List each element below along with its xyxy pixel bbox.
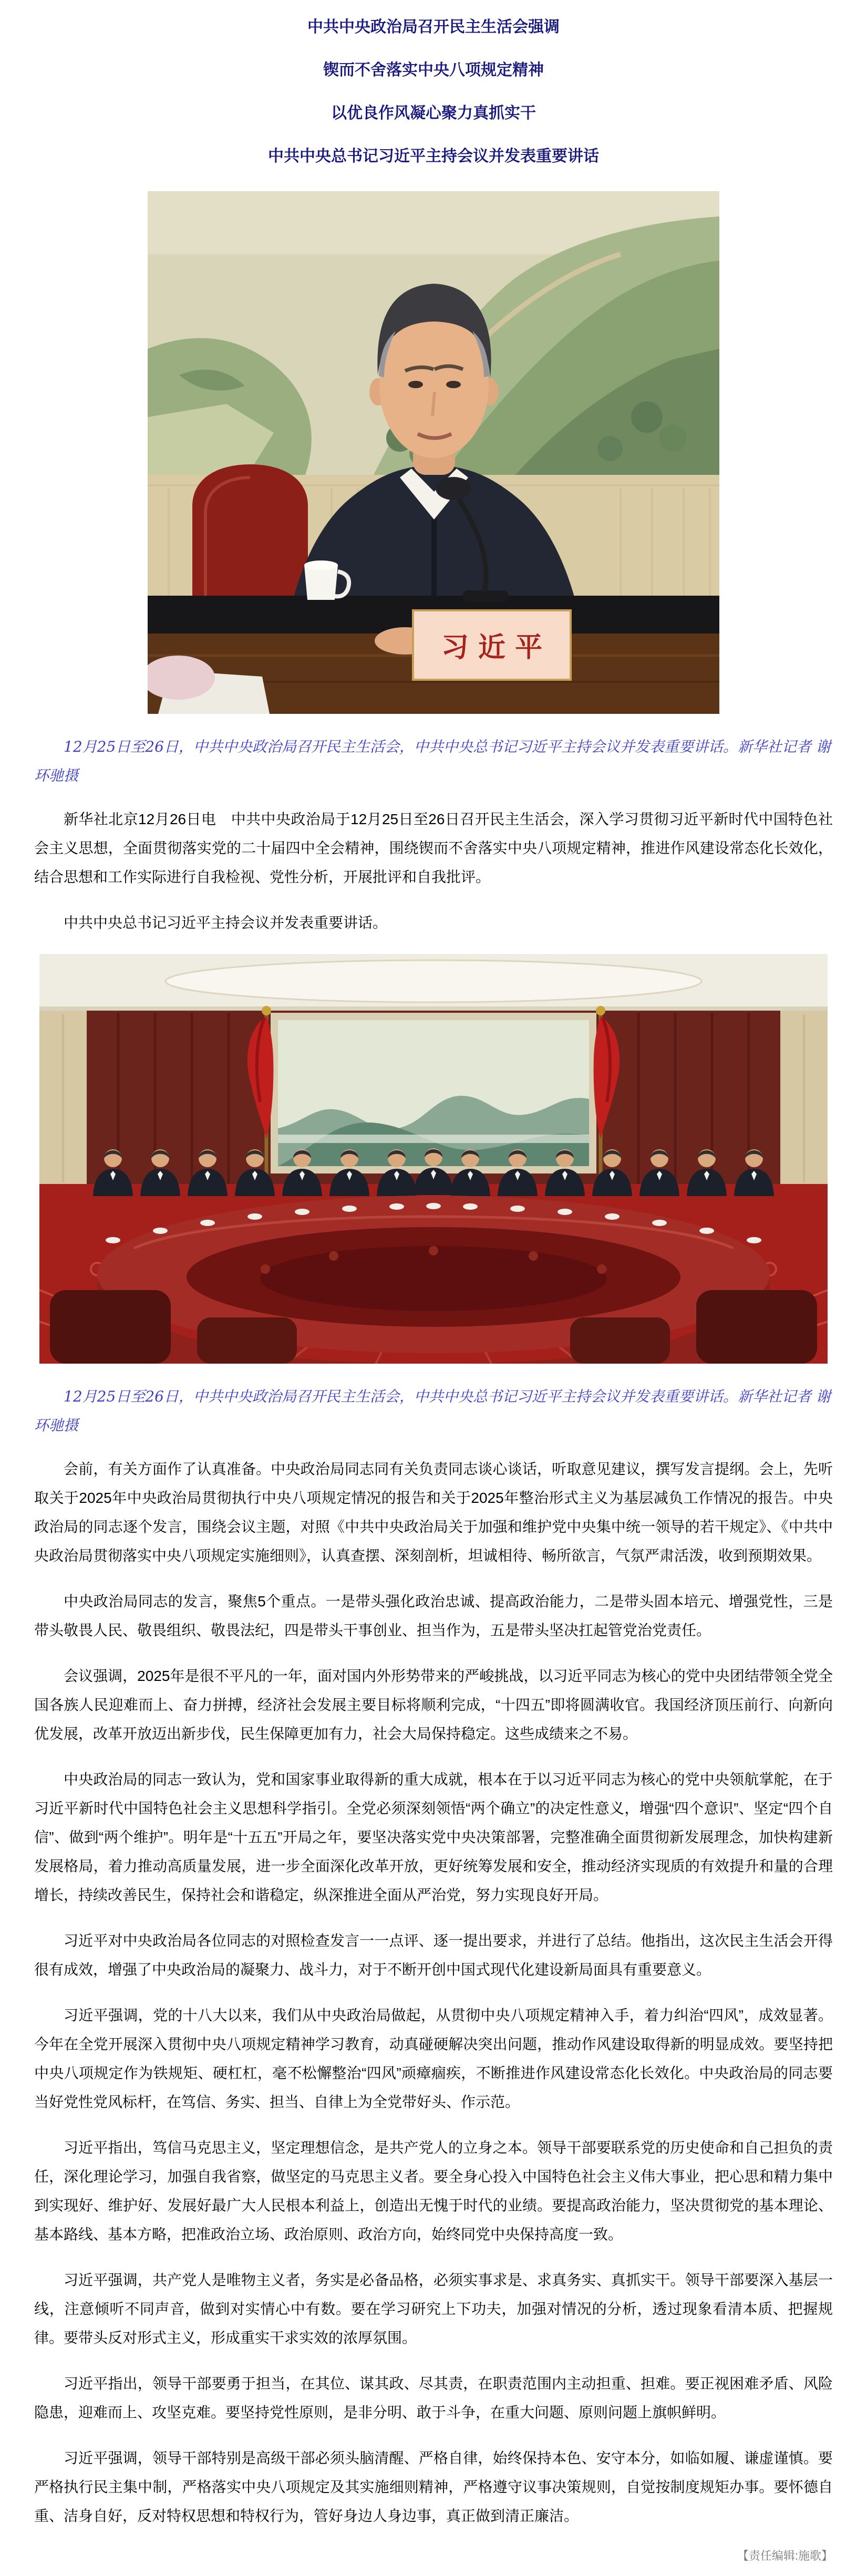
headline-line-1: 中共中央政治局召开民主生活会强调 bbox=[307, 18, 560, 36]
nameplate bbox=[413, 610, 571, 680]
headline-line-4: 中共中央总书记习近平主持会议并发表重要讲话 bbox=[268, 148, 599, 165]
photo-xi-speaking bbox=[0, 191, 867, 714]
headline-line-3: 以优良作风凝心聚力真抓实干 bbox=[331, 105, 536, 122]
body-paragraph-8: 习近平强调，党的十八大以来，我们从中央政治局做起，从贯彻中央八项规定精神入手，着力纠治“四风”，成效显著。今年在全党开展深入贯彻中央八项规定精神学习教育，动真碰硬解决突出问题，推动作风建设取得新的明显成效。要坚持把中央八项规定作为铁规矩、硬杠杠，毫不松懈整治“四风”顽瘴痼疾，不断推进作风建设常态化长效化。中央政治局的同志要当好党性党风标杆，在笃信、务实、担当、自律上为全党带好头、作示范。 bbox=[34, 2007, 833, 2110]
headline-line-2: 锲而不舍落实中央八项规定精神 bbox=[323, 61, 544, 79]
nameplate-text: 习 近 平 bbox=[441, 631, 543, 663]
body-paragraph-4: 中央政治局同志的发言，聚焦5个重点。一是带头强化政治忠诚、提高政治能力，二是带头固本培元、增强党性，三是带头敬畏人民、敬畏组织、敬畏法纪，四是带头干事创业、担当作为，五是带头坚决扛起管党治党责任。 bbox=[34, 1593, 833, 1638]
body-paragraph-12: 习近平强调，领导干部特别是高级干部必须头脑清醒、严格自律，始终保持本色、安守本分，如临如履、谦虚谨慎。要严格执行民主集中制，严格落实中央八项规定及其实施细则精神，严格遵守议事决策规则，自觉按制度规矩办事。要怀德自重、洁身自好，反对特权思想和特权行为，管好身边人身边事，真正做到清正廉洁。 bbox=[34, 2450, 833, 2524]
photo2-caption: 12月25日至26日，中共中央政治局召开民主生活会，中共中央总书记习近平主持会议并发表重要讲话。新华社记者 谢环驰摄 bbox=[34, 1388, 831, 1434]
photo1-caption: 12月25日至26日，中共中央政治局召开民主生活会，中共中央总书记习近平主持会议并发表重要讲话。新华社记者 谢环驰摄 bbox=[34, 738, 831, 784]
body-paragraph-1: 新华社北京12月26日电 中共中央政治局于12月25日至26日召开民主生活会，深入学习贯彻习近平新时代中国特色社会主义思想，全面贯彻落实党的二十届四中全会精神，围绕锲而不舍落实中央八项规定精神，推进作风建设常态化长效化，结合思想和工作实际进行自我检视、党性分析，开展批评和自我批评。 bbox=[34, 811, 833, 885]
editor-credit: 【责任编辑:施歌】 bbox=[737, 2549, 833, 2562]
body-paragraph-6: 中央政治局的同志一致认为，党和国家事业取得新的重大成就，根本在于以习近平同志为核心的党中央领航掌舵，在于习近平新时代中国特色社会主义思想科学指引。全党必须深刻领悟“两个确立”的决定性意义，增强“四个意识”、坚定“四个自信”、做到“两个维护”。明年是“十五五”开局之年，要坚决落实党中央决策部署，完整准确全面贯彻新发展理念，加快构建新发展格局，着力推动高质量发展，进一步全面深化改革开放，更好统筹发展和安全，推动经济实现质的有效提升和量的合理增长，持续改善民生，保持社会和谐稳定，纵深推进全面从严治党，努力实现良好开局。 bbox=[34, 1771, 833, 1903]
body-paragraph-11: 习近平指出，领导干部要勇于担当，在其位、谋其政、尽其责，在职责范围内主动担重、担难。要正视困难矛盾、风险隐患，迎难而上、攻坚克难。要坚持党性原则，是非分明、敢于斗争，在重大问题、原则问题上旗帜鲜明。 bbox=[34, 2375, 833, 2421]
red-chair-back bbox=[192, 464, 308, 606]
body-paragraph-7: 习近平对中央政治局各位同志的对照检查发言一一点评、逐一提出要求，并进行了总结。他指出，这次民主生活会开得很有成效，增强了中央政治局的凝聚力、战斗力，对于不断开创中国式现代化建设新局面具有重要意义。 bbox=[34, 1933, 833, 1978]
photo-meeting-room bbox=[0, 954, 867, 1364]
body-paragraph-5: 会议强调，2025年是很不平凡的一年，面对国内外形势带来的严峻挑战，以习近平同志为核心的党中央团结带领全党全国各族人民迎难而上、奋力拼搏，经济社会发展主要目标将顺利完成，“十四五”即将圆满收官。我国经济顶压前行、向新向优发展，改革开放迈出新步伐，民生保障更加有力，社会大局保持稳定。这些成绩来之不易。 bbox=[34, 1668, 833, 1742]
body-paragraph-9: 习近平指出，笃信马克思主义，坚定理想信念，是共产党人的立身之本。领导干部要联系党的历史使命和自己担负的责任，深化理论学习，加强自我省察，做坚定的马克思主义者。要全身心投入中国特色社会主义伟大事业，把心思和精力集中到实现好、维护好、发展好最广大人民根本利益上，创造出无愧于时代的业绩。要提高政治能力，坚决贯彻党的基本理论、基本路线、基本方略，把准政治立场、政治原则、政治方向，始终同党中央保持高度一致。 bbox=[34, 2139, 833, 2242]
ceiling bbox=[39, 954, 828, 1011]
body-paragraph-10: 习近平强调，共产党人是唯物主义者，务实是必备品格，必须实事求是、求真务实、真抓实干。领导干部要深入基层一线，注意倾听不同声音，做到对实情心中有数。要在学习研究上下功夫，加强对情况的分析，透过现象看清本质、把握规律。要带头反对形式主义，形成重实干求实效的浓厚氛围。 bbox=[34, 2272, 833, 2346]
headline-block bbox=[0, 0, 867, 165]
body-paragraph-2: 中共中央总书记习近平主持会议并发表重要讲话。 bbox=[64, 915, 388, 931]
body-paragraph-3: 会前，有关方面作了认真准备。中央政治局同志同有关负责同志谈心谈话，听取意见建议，撰写发言提纲。会上，先听取关于2025年中央政治局贯彻执行中央八项规定情况的报告和关于2025年整治形式主义为基层减负工作情况的报告。中央政治局的同志逐个发言，围绕会议主题，对照《中共中央政治局关于加强和维护党中央集中统一领导的若干规定》、《中共中央政治局贯彻落实中央八项规定实施细则》，认真查摆、深刻剖析，坦诚相待、畅所欲言，气氛严肃活泼，收到预期效果。 bbox=[34, 1461, 833, 1564]
